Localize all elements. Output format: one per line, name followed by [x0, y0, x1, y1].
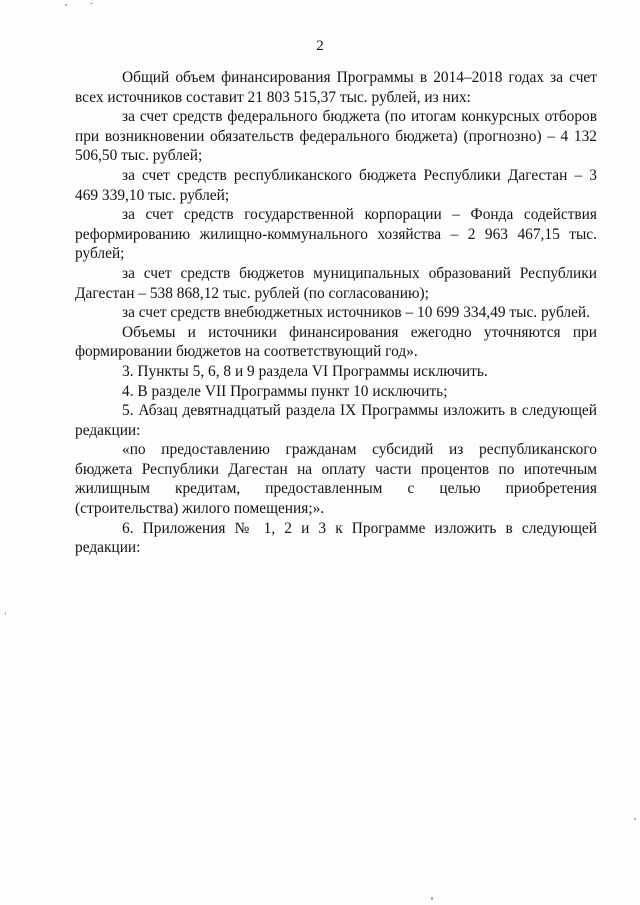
- scan-speck: [634, 818, 636, 820]
- paragraph-municipal-budgets: за счет средств бюджетов муниципальных образований Республики Дагестан – 538 868,12 тыс. рублей (по согласованию);: [75, 264, 597, 302]
- paragraph-item-3: 3. Пункты 5, 6, 8 и 9 раздела VI Программы исключить.: [122, 362, 488, 380]
- page-number: 2: [316, 38, 324, 54]
- paragraph-total-financing: Общий объем финансирования Программы в 2014–2018 годах за счет всех источников составит 21 803 515,37 тыс. рублей, из них:: [75, 69, 597, 106]
- paragraph-item-5: 5. Абзац девятнадцатый раздела IX Программы изложить в следующей редакции:: [75, 402, 597, 439]
- paragraph-quoted-edition: «по предоставлению гражданам субсидий из республиканского бюджета Республики Дагестан на оплату части процентов по ипотечным жилищным кредитам, предоставленным с целью приобретения (строительства) жилого помещения;».: [75, 441, 597, 518]
- paragraph-federal-budget: за счет средств федерального бюджета (по итогам конкурсных отборов при возникновении обязательств федерального бюджета) (прогнозно) – 4 132 506,50 тыс. рублей;: [75, 108, 597, 165]
- paragraph-fund-assistance: за счет средств государственной корпорации – Фонда содействия реформированию жилищно-коммунального хозяйства – 2 963 467,15 тыс. рублей;: [75, 206, 597, 263]
- paragraph-item-4: 4. В разделе VII Программы пункт 10 исключить;: [122, 382, 448, 400]
- document-body: [75, 68, 597, 558]
- paragraph-annual-adjustment: Объемы и источники финансирования ежегодно уточняются при формировании бюджетов на соответствующий год».: [75, 323, 597, 361]
- scan-speck: [5, 612, 6, 615]
- scan-speck: [90, 3, 93, 4]
- scan-speck: [65, 4, 67, 6]
- paragraph-item-6: 6. Приложения № 1, 2 и 3 к Программе изложить в следующей редакции:: [75, 519, 597, 557]
- paragraph-extrabudgetary: за счет средств внебюджетных источников – 10 699 334,49 тыс. рублей.: [122, 304, 591, 322]
- scan-speck: [431, 897, 433, 900]
- paragraph-republican-budget: за счет средств республиканского бюджета Республики Дагестан – 3 469 339,10 тыс. рублей;: [75, 166, 597, 204]
